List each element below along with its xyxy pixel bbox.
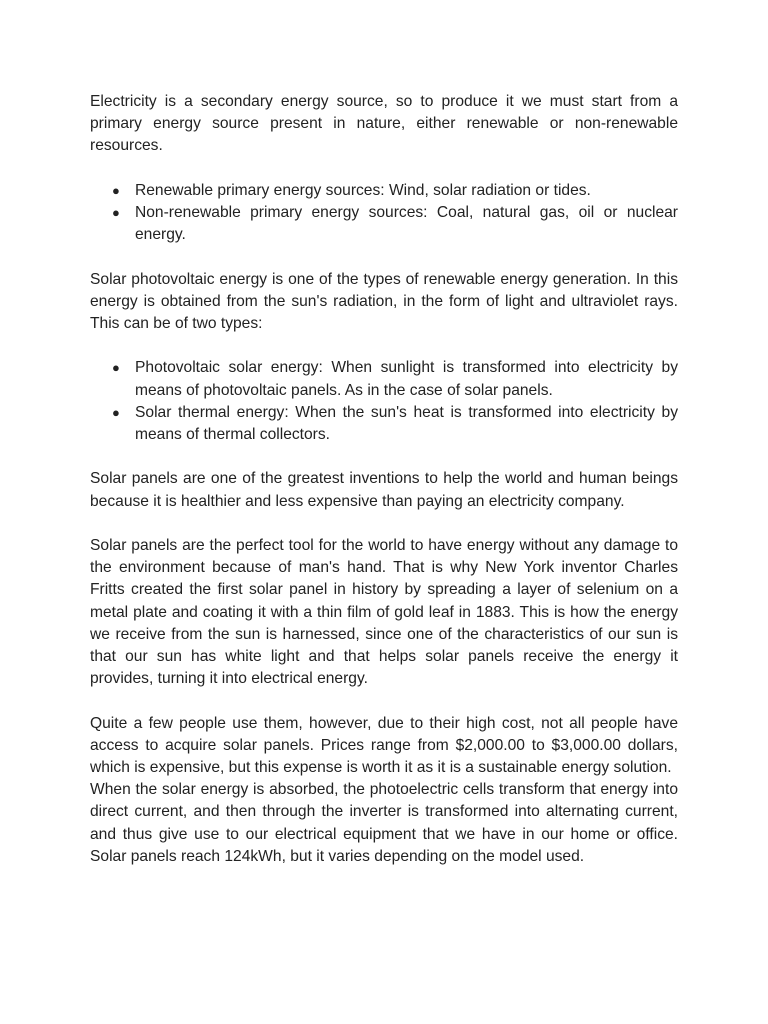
list-item xyxy=(90,402,678,446)
paragraph-intro: Electricity is a secondary energy source, so to produce it we must start from a primary energy source present in nature, either renewable or non-renewable resources. xyxy=(90,93,678,155)
bullet-icon: ● xyxy=(112,404,120,420)
list-item-text: Photovoltaic solar energy: When sunlight is transformed into electricity by means of photovoltaic panels. As in the case of solar panels. xyxy=(135,359,678,399)
paragraph-greatest-inventions: Solar panels are one of the greatest inventions to help the world and human beings because it is healthier and less expensive than paying an electricity company. xyxy=(90,470,678,510)
paragraph-cost: Quite a few people use them, however, due to their high cost, not all people have access to acquire solar panels. Prices range from $2,000.00 to $3,000.00 dollars, which is expensive, but this expense is worth it as it is a sustainable energy solution. xyxy=(90,714,678,776)
energy-sources-list xyxy=(90,180,678,247)
paragraph-how-it-works: When the solar energy is absorbed, the photoelectric cells transform that energy into direct current, and then through the inverter is transformed into alternating current, and thus give use to our electrical equipment that we have in our home or office. Solar panels reach 124kWh, but it varies depending on the model used. xyxy=(90,781,678,865)
solar-types-list xyxy=(90,357,678,446)
bullet-icon: ● xyxy=(112,360,120,376)
list-item-text: Non-renewable primary energy sources: Coal, natural gas, oil or nuclear energy. xyxy=(135,204,678,244)
bullet-icon: ● xyxy=(112,182,120,198)
list-item xyxy=(90,202,678,246)
document-page xyxy=(90,91,678,868)
paragraph-solar-photovoltaic: Solar photovoltaic energy is one of the types of renewable energy generation. In this energy is obtained from the sun's radiation, in the form of light and ultraviolet rays. This can be of two types: xyxy=(90,270,678,332)
bullet-icon: ● xyxy=(112,205,120,220)
list-item-text: Solar thermal energy: When the sun's heat is transformed into electricity by means of thermal collectors. xyxy=(135,403,678,443)
paragraph-charles-fritts: Solar panels are the perfect tool for the world to have energy without any damage to the environment because of man's hand. That is why New York inventor Charles Fritts created the first solar panel in history by spreading a layer of selenium on a metal plate and coating it with a thin film of gold leaf in 1883. This is how the energy we receive from the sun is harnessed, since one of the characteristics of our sun is that our sun has white light and that helps solar panels receive the energy it provides, turning it into electrical energy. xyxy=(90,536,678,688)
list-item xyxy=(90,357,678,401)
list-item-text: Renewable primary energy sources: Wind, solar radiation or tides. xyxy=(135,181,591,199)
list-item xyxy=(90,180,678,202)
